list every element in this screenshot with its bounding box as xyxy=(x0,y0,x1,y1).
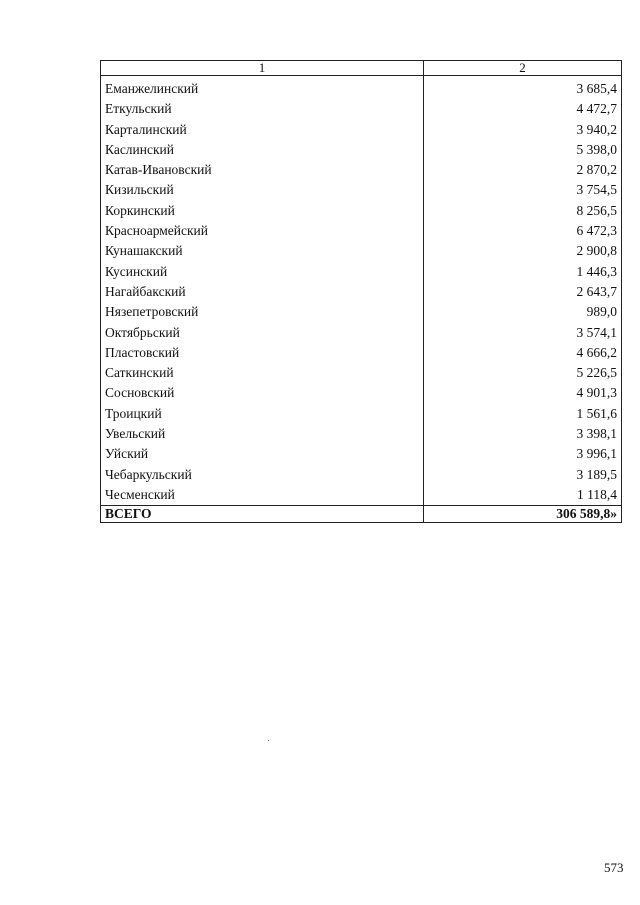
district-value: 5 398,0 xyxy=(424,140,622,160)
table-row xyxy=(101,465,622,485)
district-value: 1 118,4 xyxy=(424,485,622,506)
table-row xyxy=(101,444,622,464)
table-row xyxy=(101,424,622,444)
table-row xyxy=(101,323,622,343)
table-row xyxy=(101,76,622,100)
district-value: 989,0 xyxy=(424,302,622,322)
district-value: 5 226,5 xyxy=(424,363,622,383)
district-name: Карталинский xyxy=(101,120,424,140)
district-value: 2 643,7 xyxy=(424,282,622,302)
district-name: Увельский xyxy=(101,424,424,444)
district-name: Уйский xyxy=(101,444,424,464)
table-row xyxy=(101,383,622,403)
district-value: 3 189,5 xyxy=(424,465,622,485)
district-value: 3 940,2 xyxy=(424,120,622,140)
district-name: Каслинский xyxy=(101,140,424,160)
district-name: Чесменский xyxy=(101,485,424,506)
total-value: 306 589,8» xyxy=(424,506,622,523)
table-body xyxy=(101,76,622,523)
table-row xyxy=(101,140,622,160)
table-row xyxy=(101,404,622,424)
district-name: Кусинский xyxy=(101,262,424,282)
district-value: 6 472,3 xyxy=(424,221,622,241)
table-row xyxy=(101,485,622,506)
table-row xyxy=(101,262,622,282)
district-name: Красноармейский xyxy=(101,221,424,241)
district-value: 1 446,3 xyxy=(424,262,622,282)
district-name: Кунашакский xyxy=(101,241,424,261)
district-name: Еманжелинский xyxy=(101,76,424,100)
district-name: Коркинский xyxy=(101,201,424,221)
table-row xyxy=(101,302,622,322)
table-header-row xyxy=(101,61,622,76)
budget-table xyxy=(100,60,622,523)
district-name: Троицкий xyxy=(101,404,424,424)
table-row xyxy=(101,120,622,140)
district-name: Октябрьский xyxy=(101,323,424,343)
total-label: ВСЕГО xyxy=(101,506,424,523)
district-name: Чебаркульский xyxy=(101,465,424,485)
district-name: Саткинский xyxy=(101,363,424,383)
district-value: 3 398,1 xyxy=(424,424,622,444)
page-number: 573 xyxy=(604,860,624,875)
district-name: Сосновский xyxy=(101,383,424,403)
district-value: 3 574,1 xyxy=(424,323,622,343)
table-row xyxy=(101,282,622,302)
district-value: 4 666,2 xyxy=(424,343,622,363)
district-name: Нязепетровский xyxy=(101,302,424,322)
district-name: Кизильский xyxy=(101,180,424,200)
district-value: 4 901,3 xyxy=(424,383,622,403)
table-row xyxy=(101,160,622,180)
district-value: 3 996,1 xyxy=(424,444,622,464)
total-row xyxy=(101,506,622,523)
table-row xyxy=(101,221,622,241)
district-name: Нагайбакский xyxy=(101,282,424,302)
district-name: Пластовский xyxy=(101,343,424,363)
district-value: 3 685,4 xyxy=(424,76,622,100)
district-value: 2 870,2 xyxy=(424,160,622,180)
column-header-1: 1 xyxy=(101,61,424,76)
scan-speck xyxy=(268,740,269,741)
district-value: 1 561,6 xyxy=(424,404,622,424)
table-row xyxy=(101,343,622,363)
table-row xyxy=(101,99,622,119)
table-row xyxy=(101,180,622,200)
district-name: Еткульский xyxy=(101,99,424,119)
district-value: 8 256,5 xyxy=(424,201,622,221)
district-value: 3 754,5 xyxy=(424,180,622,200)
table-row xyxy=(101,241,622,261)
table-row xyxy=(101,363,622,383)
district-name: Катав-Ивановский xyxy=(101,160,424,180)
district-value: 4 472,7 xyxy=(424,99,622,119)
district-value: 2 900,8 xyxy=(424,241,622,261)
column-header-2: 2 xyxy=(424,61,622,76)
table-row xyxy=(101,201,622,221)
